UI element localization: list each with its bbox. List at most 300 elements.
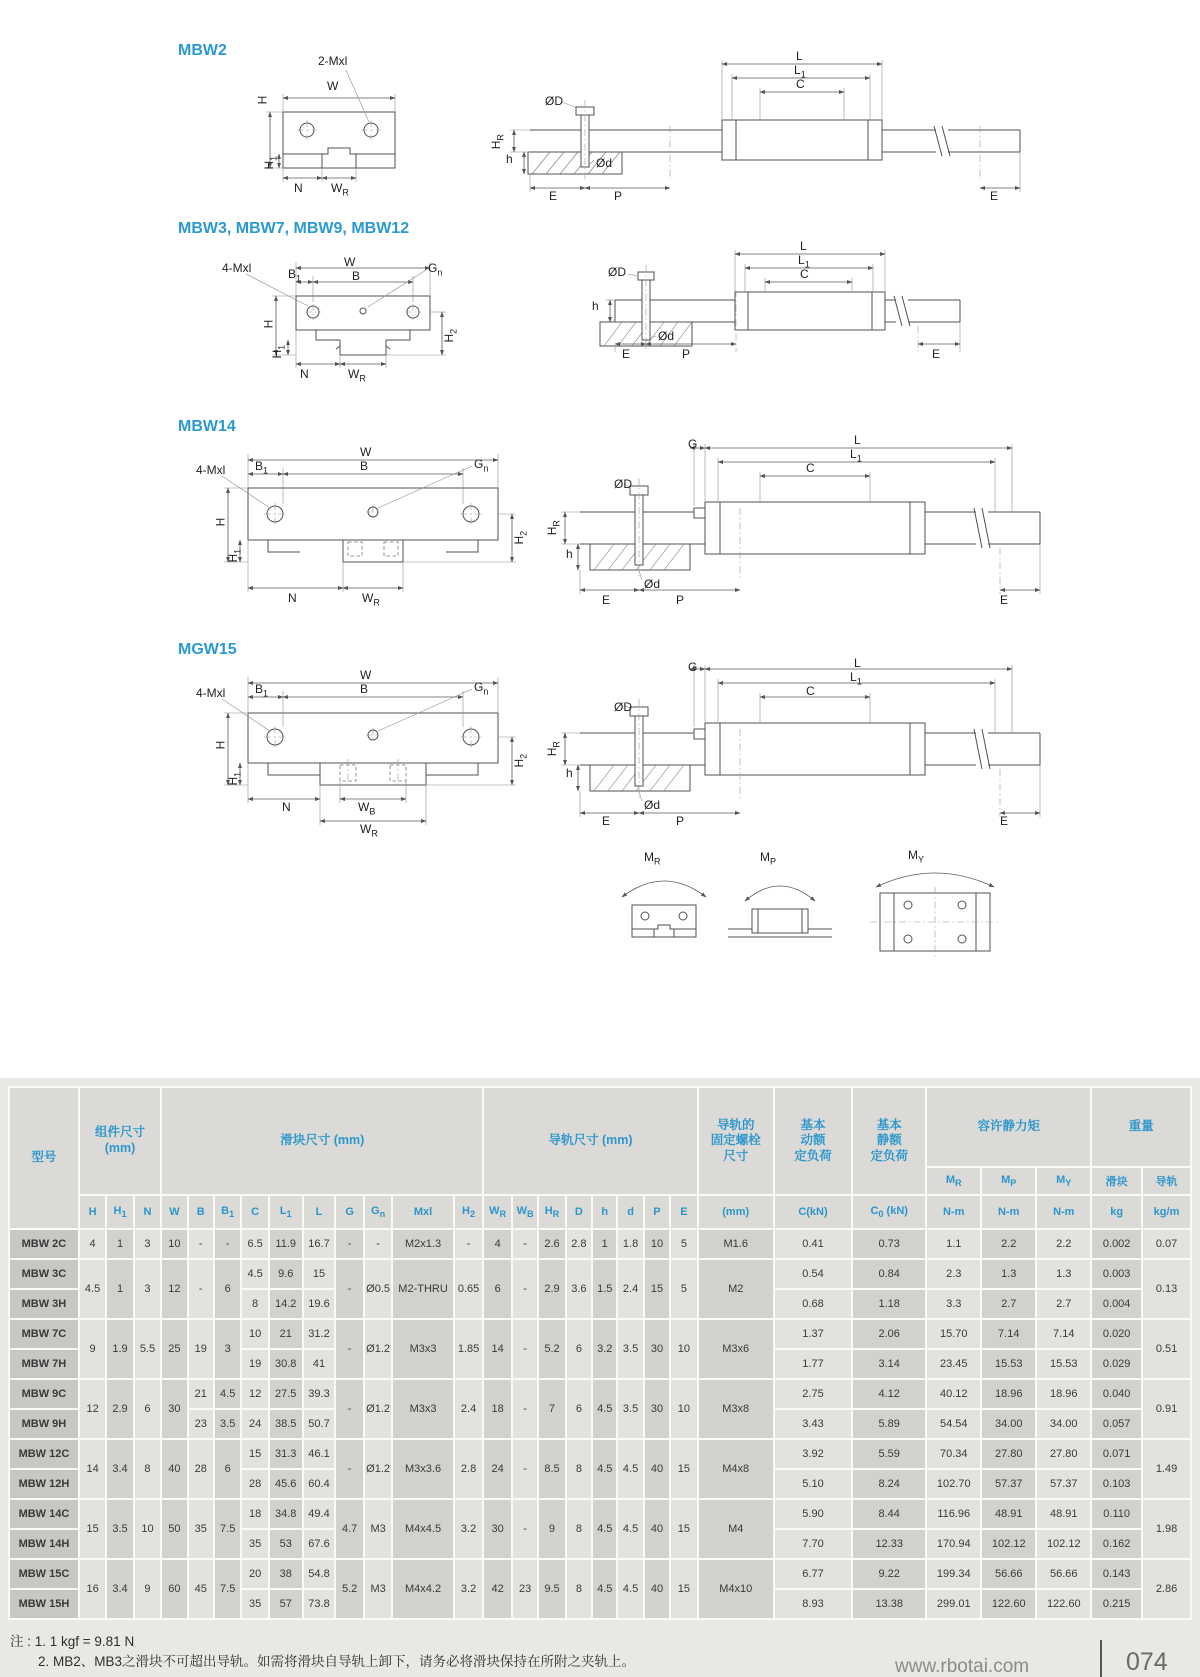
series-title-mbw2: MBW2 (178, 42, 227, 59)
mbw2-side-view (510, 60, 1020, 192)
spec-cell: 3.2 (455, 1500, 483, 1558)
dim-label-e: E (549, 189, 558, 203)
spec-cell: 10 (671, 1380, 696, 1438)
col-header-mp: $M_P$ (982, 1168, 1035, 1194)
spec-cell: 21 (189, 1380, 213, 1408)
spec-cell: M3x8 (699, 1380, 773, 1438)
spec-cell: - (513, 1380, 537, 1438)
spec-cell: 3.5 (618, 1320, 642, 1378)
group-header-assembly-dims: 组件尺寸 (mm) (80, 1088, 160, 1194)
col-header-Gn: $G_n$ (365, 1196, 392, 1228)
page-number: 074 (1126, 1648, 1168, 1676)
spec-cell: 60.4 (304, 1470, 335, 1498)
spec-cell: Ø1.2 (365, 1380, 392, 1438)
dim-label-g: G (688, 437, 698, 451)
website-link[interactable]: www.rbotai.com (895, 1656, 1030, 1677)
dim-label-c: C (806, 461, 815, 475)
spec-cell: 0.110 (1092, 1500, 1141, 1528)
spec-cell: 15 (304, 1260, 335, 1288)
spec-cell: - (513, 1260, 537, 1318)
spec-cell: 7 (539, 1380, 564, 1438)
spec-cell: 5.59 (853, 1440, 925, 1468)
spec-cell: 2.7 (982, 1290, 1035, 1318)
dim-label-e: E (622, 347, 631, 361)
spec-cell: 1.49 (1143, 1440, 1190, 1498)
spec-cell: 38 (270, 1560, 302, 1588)
spec-cell: 0.13 (1143, 1260, 1190, 1318)
dim-label-e: E (1000, 814, 1009, 828)
dim-label-p: P (676, 814, 685, 828)
col-header-H1: $H_1$ (107, 1196, 132, 1228)
spec-cell: - (365, 1230, 392, 1258)
note-line-1: 注 : 1. 1 kgf = 9.81 N (10, 1634, 135, 1649)
dim-label-g: G (688, 660, 698, 674)
dim-label-c: C (796, 77, 805, 91)
spec-cell: 19 (242, 1350, 267, 1378)
spec-cell: 7.5 (215, 1500, 240, 1558)
spec-cell: 18.96 (982, 1380, 1035, 1408)
model-cell: MBW 9C (10, 1380, 78, 1408)
spec-cell: 15 (671, 1500, 696, 1558)
dim-label-4mxl: 4-Mxl (196, 463, 226, 477)
spec-cell: 2.75 (775, 1380, 851, 1408)
spec-cell: 30 (162, 1380, 186, 1438)
dim-label-l1: $L_1$ (794, 63, 806, 80)
spec-cell: 0.002 (1092, 1230, 1141, 1258)
spec-cell: 0.51 (1143, 1320, 1190, 1378)
col-header-model: 型号 (10, 1088, 78, 1228)
model-cell: MBW 12H (10, 1470, 78, 1498)
spec-cell: 9.6 (270, 1260, 302, 1288)
group-header-static-moment: 容许静力矩 (927, 1088, 1090, 1166)
spec-cell: 15 (671, 1440, 696, 1498)
moment-mr-figure (622, 881, 706, 937)
model-cell: MBW 3C (10, 1260, 78, 1288)
spec-cell: 102.70 (927, 1470, 980, 1498)
dim-label-wr: $W_R$ (360, 822, 378, 839)
spec-cell: 5.10 (775, 1470, 851, 1498)
spec-cell: 1.85 (455, 1320, 483, 1378)
footer-divider (1100, 1640, 1102, 1677)
spec-cell: 0.68 (775, 1290, 851, 1318)
dim-label-n: N (288, 591, 297, 605)
spec-cell: 18 (484, 1380, 511, 1438)
spec-cell: M4x4.2 (393, 1560, 452, 1618)
mbw14-side-view (561, 444, 1040, 594)
col-header-my: $M_Y$ (1037, 1168, 1090, 1194)
spec-cell: 9 (539, 1500, 564, 1558)
spec-cell: 30 (645, 1320, 669, 1378)
spec-cell: 60 (162, 1560, 186, 1618)
spec-cell: M3 (365, 1560, 392, 1618)
spec-cell: 0.215 (1092, 1590, 1141, 1618)
spec-cell: 4.5 (215, 1380, 240, 1408)
spec-cell: 7.14 (982, 1320, 1035, 1348)
dim-label-c: C (806, 684, 815, 698)
dim-label-l: L (796, 49, 803, 63)
dim-label-e: E (602, 814, 611, 828)
col-header-bolt-mm: (mm) (699, 1196, 773, 1228)
spec-cell: 15.53 (982, 1350, 1035, 1378)
col-header-L1: $L_1$ (270, 1196, 302, 1228)
spec-cell: 0.54 (775, 1260, 851, 1288)
dim-label-e: E (932, 347, 941, 361)
col-header-H2: $H_2$ (455, 1196, 483, 1228)
model-cell: MBW 14H (10, 1530, 78, 1558)
dim-label-od-small: Ød (644, 798, 661, 812)
dim-label-hr: $H_R$ (488, 134, 506, 150)
spec-table-body (10, 1230, 1190, 1618)
spec-cell: 14 (484, 1320, 511, 1378)
spec-cell: M4 (699, 1500, 773, 1558)
spec-cell: 122.60 (1037, 1590, 1090, 1618)
spec-cell: Ø1.2 (365, 1320, 392, 1378)
dim-label-l: L (854, 656, 861, 670)
spec-cell: 56.66 (982, 1560, 1035, 1588)
dim-label-2mxl: 2-Mxl (318, 54, 348, 68)
dim-label-w: W (360, 668, 372, 682)
dim-label-e: E (990, 189, 999, 203)
spec-cell: 2.3 (927, 1260, 980, 1288)
mbw2-drawing (180, 40, 1060, 212)
moment-label-my: $M_Y$ (908, 848, 925, 865)
spec-cell: 5.2 (336, 1560, 363, 1618)
spec-cell: 2.8 (567, 1230, 591, 1258)
spec-cell: 40.12 (927, 1380, 980, 1408)
spec-cell: 1.9 (107, 1320, 132, 1378)
mgw15-drawing (180, 655, 1060, 840)
col-header-my-unit: N-m (1037, 1196, 1090, 1228)
spec-cell: 12.33 (853, 1530, 925, 1558)
spec-cell: 5.5 (135, 1320, 160, 1378)
spec-cell: 28 (242, 1470, 267, 1498)
col-header-d: d (618, 1196, 642, 1228)
spec-cell: 7.14 (1037, 1320, 1090, 1348)
spec-cell: 8 (242, 1290, 267, 1318)
col-header-WR: $W_R$ (484, 1196, 511, 1228)
spec-cell: 4.12 (853, 1380, 925, 1408)
col-header-Mxl: Mxl (393, 1196, 452, 1228)
spec-cell: Ø1.2 (365, 1440, 392, 1498)
spec-cell: 35 (189, 1500, 213, 1558)
spec-cell: 21 (270, 1320, 302, 1348)
spec-cell: 6 (484, 1260, 511, 1318)
spec-cell: 30 (484, 1500, 511, 1558)
dim-label-e: E (602, 593, 611, 607)
dim-label-n: N (300, 367, 309, 381)
model-cell: MBW 15H (10, 1590, 78, 1618)
group-header-rail-bolt: 导轨的 固定螺栓 尺寸 (699, 1088, 773, 1194)
model-cell: MBW 7H (10, 1350, 78, 1378)
spec-cell: 0.07 (1143, 1230, 1190, 1258)
series-title-mbw14: MBW14 (178, 418, 236, 435)
spec-cell: 35 (242, 1590, 267, 1618)
dim-label-h-small: h (592, 299, 599, 313)
spec-cell: 9 (80, 1320, 105, 1378)
spec-cell: 0.057 (1092, 1410, 1141, 1438)
dim-label-od-small: Ød (658, 329, 675, 343)
spec-cell: 8 (135, 1440, 160, 1498)
dim-label-h: H (213, 517, 228, 527)
spec-cell: 4.5 (593, 1440, 616, 1498)
spec-cell: 57 (270, 1590, 302, 1618)
dim-label-gn: $G_n$ (474, 680, 489, 697)
col-header-kg: kg (1092, 1196, 1141, 1228)
spec-cell: M2-THRU (393, 1260, 452, 1318)
spec-cell: 16.7 (304, 1230, 335, 1258)
dim-label-e: E (1000, 593, 1009, 607)
col-header-block-weight: 滑块 (1092, 1168, 1141, 1194)
spec-cell: 25 (162, 1320, 186, 1378)
spec-cell: 2.4 (455, 1380, 483, 1438)
spec-cell: 6 (215, 1260, 240, 1318)
spec-cell: 1 (593, 1230, 616, 1258)
dim-label-h1: $H_1$ (262, 155, 279, 170)
dim-label-p: P (682, 347, 691, 361)
spec-cell: 3.5 (618, 1380, 642, 1438)
col-header-B: B (189, 1196, 213, 1228)
spec-cell: 1 (107, 1230, 132, 1258)
spec-cell: 0.004 (1092, 1290, 1141, 1318)
spec-cell: 5 (671, 1230, 696, 1258)
series-title-mbw3-12: MBW3, MBW7, MBW9, MBW12 (178, 220, 410, 237)
spec-cell: 0.65 (455, 1260, 483, 1318)
spec-cell: 2.8 (455, 1440, 483, 1498)
dim-label-h1: $H_1$ (226, 548, 243, 563)
col-header-WB: $W_B$ (513, 1196, 537, 1228)
dim-label-w: W (327, 79, 339, 93)
dim-label-w: W (360, 445, 372, 459)
spec-cell: 15.70 (927, 1320, 980, 1348)
spec-cell: 1.18 (853, 1290, 925, 1318)
spec-cell: 15 (242, 1440, 267, 1468)
spec-cell: 8.5 (539, 1440, 564, 1498)
spec-cell: 12 (242, 1380, 267, 1408)
series-title-mgw15: MGW15 (178, 641, 237, 658)
spec-cell: 0.071 (1092, 1440, 1141, 1468)
dim-label-b1: $B_1$ (255, 682, 269, 699)
spec-cell: 40 (162, 1440, 186, 1498)
spec-cell: 1.37 (775, 1320, 851, 1348)
spec-cell: 50.7 (304, 1410, 335, 1438)
dim-label-n: N (282, 800, 291, 814)
dim-label-b: B (360, 459, 369, 473)
spec-cell: 299.01 (927, 1590, 980, 1618)
spec-cell: - (336, 1320, 363, 1378)
spec-cell: 3.92 (775, 1440, 851, 1468)
spec-cell: 3 (135, 1230, 160, 1258)
col-header-kgm: kg/m (1143, 1196, 1190, 1228)
spec-cell: 0.73 (853, 1230, 925, 1258)
spec-cell: Ø0.5 (365, 1260, 392, 1318)
spec-cell: 48.91 (982, 1500, 1035, 1528)
spec-cell: 0.143 (1092, 1560, 1141, 1588)
spec-cell: 102.12 (1037, 1530, 1090, 1558)
spec-cell: 27.80 (982, 1440, 1035, 1468)
spec-cell: 23.45 (927, 1350, 980, 1378)
spec-cell: 28 (189, 1440, 213, 1498)
spec-cell: 10 (162, 1230, 186, 1258)
spec-cell: 2.2 (982, 1230, 1035, 1258)
spec-cell: 9.5 (539, 1560, 564, 1618)
dim-label-h-small: h (566, 766, 573, 780)
dim-label-od-small: Ød (596, 156, 613, 170)
col-header-L: L (304, 1196, 335, 1228)
spec-cell: 23 (513, 1560, 537, 1618)
spec-cell: 116.96 (927, 1500, 980, 1528)
spec-cell: 3.2 (593, 1320, 616, 1378)
col-header-mp-unit: N-m (982, 1196, 1035, 1228)
spec-cell: 6.77 (775, 1560, 851, 1588)
spec-cell: 6 (567, 1320, 591, 1378)
dim-label-l: L (854, 433, 861, 447)
spec-cell: 27.80 (1037, 1440, 1090, 1468)
spec-cell: 23 (189, 1410, 213, 1438)
spec-cell: - (513, 1500, 537, 1558)
spec-cell: - (189, 1230, 213, 1258)
spec-cell: 3.4 (107, 1440, 132, 1498)
spec-cell: 2.06 (853, 1320, 925, 1348)
spec-cell: 2.9 (107, 1380, 132, 1438)
spec-cell: 2.7 (1037, 1290, 1090, 1318)
col-header-c0kn: $C_0$ (kN) (853, 1196, 925, 1228)
spec-cell: M3x3 (393, 1380, 452, 1438)
spec-cell: 122.60 (982, 1590, 1035, 1618)
spec-cell: 2.4 (618, 1260, 642, 1318)
spec-cell: 1 (107, 1260, 132, 1318)
spec-cell: M4x4.5 (393, 1500, 452, 1558)
spec-cell: 8.44 (853, 1500, 925, 1528)
spec-cell: 4 (484, 1230, 511, 1258)
dim-label-wb: $W_B$ (358, 800, 376, 817)
dim-label-h1: $H_1$ (226, 771, 243, 786)
moment-my-figure (870, 873, 1000, 957)
spec-cell: - (513, 1320, 537, 1378)
mbw14-drawing (180, 430, 1060, 640)
spec-cell: 0.003 (1092, 1260, 1141, 1288)
spec-cell: - (455, 1230, 483, 1258)
spec-cell: 1.1 (927, 1230, 980, 1258)
group-header-static-load: 基本 静额 定负荷 (853, 1088, 925, 1194)
spec-cell: 56.66 (1037, 1560, 1090, 1588)
spec-cell: 0.029 (1092, 1350, 1141, 1378)
spec-cell: - (513, 1440, 537, 1498)
spec-cell: 0.040 (1092, 1380, 1141, 1408)
spec-cell: M3x3 (393, 1320, 452, 1378)
dim-label-h1: $H_1$ (270, 344, 287, 359)
col-header-D: D (567, 1196, 591, 1228)
spec-cell: 0.103 (1092, 1470, 1141, 1498)
dim-label-l: L (800, 239, 807, 253)
spec-cell: 57.37 (1037, 1470, 1090, 1498)
spec-cell: 1.8 (618, 1230, 642, 1258)
spec-cell: 41 (304, 1350, 335, 1378)
spec-cell: 7.5 (215, 1560, 240, 1618)
dim-label-l1: $L_1$ (798, 253, 810, 270)
spec-cell: - (336, 1440, 363, 1498)
spec-cell: 2.2 (1037, 1230, 1090, 1258)
dim-label-h-small: h (506, 152, 513, 166)
spec-cell: 54.8 (304, 1560, 335, 1588)
spec-cell: 7.70 (775, 1530, 851, 1558)
spec-cell: 15.53 (1037, 1350, 1090, 1378)
dim-label-wr: $W_R$ (362, 591, 380, 608)
spec-cell: 1.3 (982, 1260, 1035, 1288)
spec-cell: 15 (671, 1560, 696, 1618)
dim-label-4mxl: 4-Mxl (222, 261, 252, 275)
dim-label-h: H (213, 740, 228, 750)
spec-cell: 1.3 (1037, 1260, 1090, 1288)
dim-label-n: N (294, 181, 303, 195)
dim-label-p: P (614, 189, 623, 203)
spec-cell: 3.6 (567, 1260, 591, 1318)
spec-cell: 53 (270, 1530, 302, 1558)
dim-label-hr: $H_R$ (544, 741, 562, 757)
group-header-block-dims: 滑块尺寸 (mm) (162, 1088, 482, 1194)
spec-cell: M2x1.3 (393, 1230, 452, 1258)
spec-cell: 8.93 (775, 1590, 851, 1618)
spec-cell: 8 (567, 1440, 591, 1498)
dim-label-wr: $W_R$ (331, 181, 349, 198)
spec-cell: 8.24 (853, 1470, 925, 1498)
dim-label-l1: $L_1$ (850, 447, 862, 464)
col-header-mr: $M_R$ (927, 1168, 980, 1194)
col-header-P: P (645, 1196, 669, 1228)
col-header-H: H (80, 1196, 105, 1228)
spec-cell: M3x6 (699, 1320, 773, 1378)
spec-cell: 199.34 (927, 1560, 980, 1588)
moment-mp-figure (728, 886, 832, 937)
model-cell: MBW 14C (10, 1500, 78, 1528)
spec-cell: - (189, 1260, 213, 1318)
spec-cell: 11.9 (270, 1230, 302, 1258)
spec-cell: 3.5 (215, 1410, 240, 1438)
spec-cell: 35 (242, 1530, 267, 1558)
spec-cell: 54.54 (927, 1410, 980, 1438)
moment-diagrams (560, 845, 1040, 960)
spec-cell: 20 (242, 1560, 267, 1588)
spec-cell: 4.5 (618, 1560, 642, 1618)
dim-label-hr: $H_R$ (544, 520, 562, 536)
col-header-mr-unit: N-m (927, 1196, 980, 1228)
spec-cell: 2.86 (1143, 1560, 1190, 1618)
spec-cell: 170.94 (927, 1530, 980, 1558)
spec-cell: 38.5 (270, 1410, 302, 1438)
spec-cell: 10 (242, 1320, 267, 1348)
spec-cell: M2 (699, 1260, 773, 1318)
spec-cell: 10 (135, 1500, 160, 1558)
mgw15-side-view (561, 665, 1040, 817)
spec-cell: - (215, 1230, 240, 1258)
spec-cell: 42 (484, 1560, 511, 1618)
spec-cell: 8 (567, 1500, 591, 1558)
col-header-ckn: C(kN) (775, 1196, 851, 1228)
spec-cell: 39.3 (304, 1380, 335, 1408)
col-header-W: W (162, 1196, 186, 1228)
spec-cell: 0.91 (1143, 1380, 1190, 1438)
spec-cell: - (336, 1380, 363, 1438)
mbw3-side-view (600, 250, 960, 352)
spec-cell: 4 (80, 1230, 105, 1258)
spec-cell: 40 (645, 1500, 669, 1558)
spec-cell: 4.7 (336, 1500, 363, 1558)
dim-label-b: B (352, 269, 361, 283)
spec-cell: 13.38 (853, 1590, 925, 1618)
spec-cell: 34.00 (1037, 1410, 1090, 1438)
spec-cell: 5 (671, 1260, 696, 1318)
dim-label-h: H (261, 319, 276, 329)
group-header-weight: 重量 (1092, 1088, 1190, 1166)
